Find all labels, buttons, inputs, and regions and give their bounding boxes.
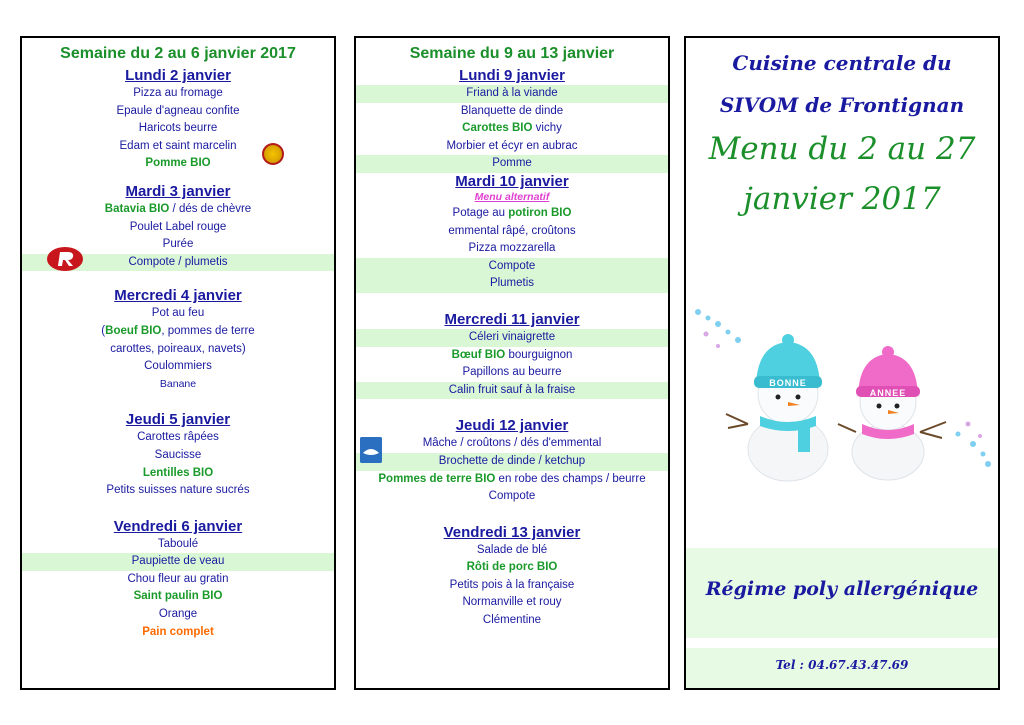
menu-item: Orange [158, 608, 198, 621]
menu-item: Blanquette de dinde [460, 104, 564, 117]
msc-label-icon [360, 437, 382, 463]
menu-item-text: bourguignon [505, 348, 573, 361]
day-monday-9 [356, 67, 668, 173]
day-title: Jeudi 12 janvier [455, 417, 569, 435]
day-title: Mercredi 4 janvier [114, 287, 242, 305]
day-friday-13 [356, 524, 668, 630]
menu-item [356, 120, 668, 138]
menu-item: Pain complet [142, 625, 214, 638]
kitchen-title: Cuisine centrale du SIVOM de Frontignan [719, 51, 965, 117]
snowman-right-hat-text: ANNEE [869, 388, 907, 398]
menu-item-text: Potage au [452, 206, 509, 219]
menu-item: Petits pois à la française [449, 578, 575, 591]
week1-title: Semaine du 2 au 6 janvier 2017 [60, 45, 296, 62]
menu-item: Plumetis [356, 275, 668, 293]
menu-item-text: ( [101, 324, 106, 337]
menu-item: Friand à la viande [356, 85, 668, 103]
day-wednesday-4 [22, 287, 334, 393]
menu-item: Carottes râpées [137, 431, 219, 444]
bio-text: potiron BIO [508, 206, 572, 219]
cover-panel [684, 36, 1000, 690]
menu-item: Normanville et rouy [462, 596, 562, 609]
menu-title: Menu du 2 au 27 janvier 2017 [708, 131, 976, 217]
day-title: Mardi 10 janvier [455, 172, 569, 190]
week2-panel [354, 36, 670, 690]
menu-item: Compote [356, 258, 668, 276]
menu-item: Papillons au beurre [462, 366, 562, 379]
menu-item [356, 471, 668, 489]
menu-item [22, 138, 334, 156]
menu-item-text: Edam et saint marcelin [119, 139, 237, 152]
day-tuesday-10 [356, 173, 668, 293]
bio-text: Batavia BIO [104, 202, 170, 215]
menu-item: Morbier et écyr en aubrac [446, 139, 578, 152]
day-title: Vendredi 13 janvier [443, 523, 581, 541]
menu-item: Clémentine [482, 614, 542, 627]
menu-item: Compote / plumetis [22, 254, 334, 272]
menu-item: Calin fruit sauf à la fraise [356, 382, 668, 400]
day-title: Mercredi 11 janvier [444, 310, 580, 328]
menu-item: Pomme [356, 155, 668, 173]
bio-text: Carottes BIO [462, 122, 533, 135]
regime-label: Régime poly allergénique [705, 578, 979, 600]
menu-item: emmental râpé, croûtons [448, 224, 576, 237]
day-thursday-5 [22, 411, 334, 499]
menu-item: Pot au feu [151, 307, 205, 320]
bio-text: Pommes de terre BIO [378, 472, 496, 485]
menu-item: Brochette de dinde / ketchup [356, 453, 668, 471]
snowmen-illustration [688, 304, 998, 484]
menu-item: Paupiette de veau [22, 553, 334, 571]
menu-item: Compote [488, 490, 536, 503]
day-title: Jeudi 5 janvier [125, 411, 231, 429]
menu-item-text: en robe des champs / beurre [495, 472, 646, 485]
day-monday-2 [22, 67, 334, 173]
menu-item: Taboulé [157, 537, 199, 550]
menu-item: Epaule d'agneau confite [116, 104, 240, 117]
snowman-left-hat-text: BONNE [769, 378, 807, 388]
day-friday-6 [22, 518, 334, 642]
menu-item [356, 347, 668, 365]
menu-item: Pizza mozzarella [468, 242, 556, 255]
menu-item [356, 191, 668, 205]
menu-item: Petits suisses nature sucrés [106, 484, 250, 497]
menu-item: Salade de blé [476, 543, 548, 556]
menu-item: Mâche / croûtons / dés d'emmental [422, 437, 602, 450]
bio-text: Boeuf BIO [105, 324, 162, 337]
menu-item: Chou fleur au gratin [127, 572, 229, 585]
menu-item: Pizza au fromage [133, 87, 223, 99]
menu-item: Pomme BIO [145, 157, 211, 170]
menu-item-text: , pommes de terre [161, 324, 255, 337]
week1-panel [20, 36, 336, 690]
menu-item-text: / dés de chèvre [169, 202, 252, 215]
menu-item: Poulet Label rouge [129, 220, 227, 233]
menu-item: Coulommiers [144, 360, 212, 373]
alternative-menu-label: Menu alternatif [474, 190, 550, 203]
menu-item: Rôti de porc BIO [466, 561, 558, 574]
label-rouge-icon [46, 246, 84, 272]
menu-item: carottes, poireaux, navets) [110, 342, 246, 355]
phone-number: Tel : 04.67.43.47.69 [775, 658, 909, 672]
menu-item: Céleri vinaigrette [356, 329, 668, 347]
menu-item [356, 205, 668, 223]
bio-text: Bœuf BIO [451, 348, 506, 361]
menu-item [22, 323, 334, 341]
menu-item-text: vichy [532, 122, 562, 135]
day-title: Lundi 9 janvier [459, 67, 565, 84]
day-title: Vendredi 6 janvier [113, 517, 243, 535]
day-wednesday-11 [356, 311, 668, 399]
week2-title: Semaine du 9 au 13 janvier [409, 45, 615, 62]
menu-item: Saint paulin BIO [133, 590, 223, 603]
menu-item: Banane [159, 377, 197, 390]
menu-item: Saucisse [154, 448, 202, 461]
day-thursday-12 [356, 417, 668, 505]
day-title: Mardi 3 janvier [125, 182, 231, 200]
day-title: Lundi 2 janvier [125, 67, 231, 84]
menu-item: Purée [162, 238, 194, 251]
menu-item: Lentilles BIO [142, 466, 214, 479]
menu-item: Haricots beurre [138, 122, 218, 135]
menu-item [22, 201, 334, 219]
